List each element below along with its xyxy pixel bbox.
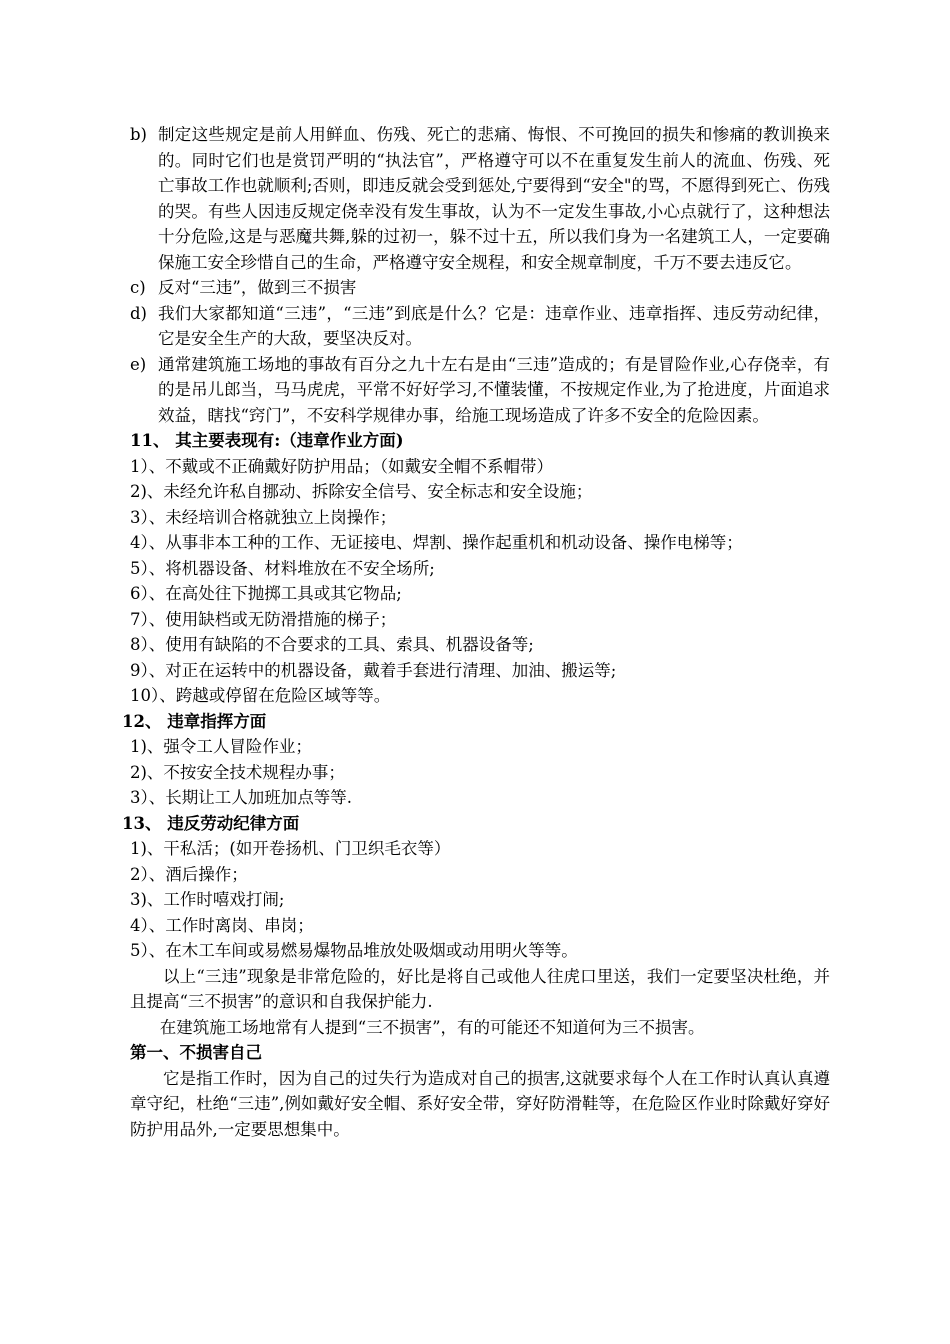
document-body (122, 122, 830, 1142)
summary-paragraph: 以上“三违”现象是非常危险的，好比是将自己或他人往虎口里送，我们一定要坚决杜绝，并且提高“三不损害”的意识和自我保护能力. (130, 966, 830, 1011)
list-item-e (130, 352, 830, 429)
section-13-heading: 13、 违反劳动纪律方面 (122, 813, 300, 833)
violation-line: 9）、对正在运转中的机器设备，戴着手套进行清理、加油、搬运等; (130, 660, 617, 680)
list-marker: d) (130, 303, 147, 323)
first-principle-heading: 第一、不损害自己 (130, 1043, 262, 1062)
section-12-heading: 12、 违章指挥方面 (122, 711, 267, 731)
list-item-text: 我们大家都知道“三违”，“三违”到底是什么？它是：违章作业、违章指挥、违反劳动纪律，它是安全生产的大敌，要坚决反对。 (158, 303, 830, 348)
list-marker: c) (130, 278, 146, 297)
violation-line: 3）、未经培训合格就独立上岗操作； (130, 507, 397, 527)
violation-line: 5）、将机器设备、材料堆放在不安全场所; (130, 558, 435, 578)
list-item-b (130, 122, 830, 275)
list-item-text: 反对“三违”，做到三不损害 (158, 278, 357, 297)
discipline-line: 2）、酒后操作； (130, 864, 248, 884)
violation-line: 7）、使用缺档或无防滑措施的梯子； (130, 609, 397, 629)
command-line: 1)、强令工人冒险作业； (130, 737, 312, 756)
violation-line: 2)、未经允许私自挪动、拆除安全信号、安全标志和安全设施； (130, 482, 593, 501)
list-marker: b) (130, 125, 147, 144)
discipline-line: 3)、工作时嘻戏打闹; (130, 890, 285, 909)
intro-paragraph: 在建筑施工场地常有人提到“三不损害”，有的可能还不知道何为三不损害。 (159, 1017, 705, 1037)
discipline-line: 1)、干私活；(如开卷扬机、门卫织毛衣等） (130, 839, 451, 858)
list-marker: e) (130, 354, 147, 374)
violation-line: 4）、从事非本工种的工作、无证接电、焊割、操作起重机和机动设备、操作电梯等； (130, 533, 743, 552)
violation-line: 6）、在高处往下抛掷工具或其它物品; (130, 584, 402, 603)
list-item-text: 制定这些规定是前人用鲜血、伤残、死亡的悲痛、悔恨、不可挽回的损失和惨痛的教训换来的。同时它们也是赏罚严明的“执法官”，严格遵守可以不在重复发生前人的流血、伤残、死亡事故工作也就顺利;否则，即违反就会受到惩处,宁要得到“安全"的骂，不愿得到死亡、伤残的哭。有些人因违反规定侥幸没有发生事故，认为不一定发生事故,小心点就行了，这种想法十分危险,这是与恶魔共舞,躲的过初一，躲不过十五，所以我们身为一名建筑工人，一定要确保施工安全珍惜自己的生命，严格遵守安全规程，和安全规章制度，千万不要去违反它。 (158, 125, 830, 272)
violation-line: 10）、跨越或停留在危险区域等等。 (130, 686, 391, 705)
first-principle-text: 它是指工作时，因为自己的过失行为造成对自己的损害,这就要求每个人在工作时认真认真遵章守纪，杜绝“三违”,例如戴好安全帽、系好安全带，穿好防滑鞋等，在危险区作业时除戴好穿好防护用品外,一定要思想集中。 (130, 1068, 830, 1139)
violation-line: 1）、不戴或不正确戴好防护用品；（如戴安全帽不系帽带） (130, 456, 553, 476)
command-line: 2)、不按安全技术规程办事； (130, 762, 345, 782)
list-item-d (130, 301, 830, 352)
section-11-heading: 11、 其主要表现有:（违章作业方面) (130, 431, 404, 450)
discipline-line: 4）、工作时离岗、串岗； (130, 915, 314, 935)
list-item-text: 通常建筑施工场地的事故有百分之九十左右是由“三违”造成的；有是冒险作业,心存侥幸，有的是吊儿郎当，马马虎虎，平常不好好学习,不懂装懂，不按规定作业,为了抢进度，片面追求效益，瞎找“窍门”，不安科学规律办事，给施工现场造成了许多不安全的危险因素。 (158, 354, 830, 425)
violation-line: 8）、使用有缺陷的不合要求的工具、索具、机器设备等; (130, 635, 534, 654)
discipline-line: 5）、在木工车间或易燃易爆物品堆放处吸烟或动用明火等等。 (130, 941, 578, 960)
command-line: 3）、长期让工人加班加点等等. (130, 788, 352, 807)
list-item-c (130, 275, 830, 301)
